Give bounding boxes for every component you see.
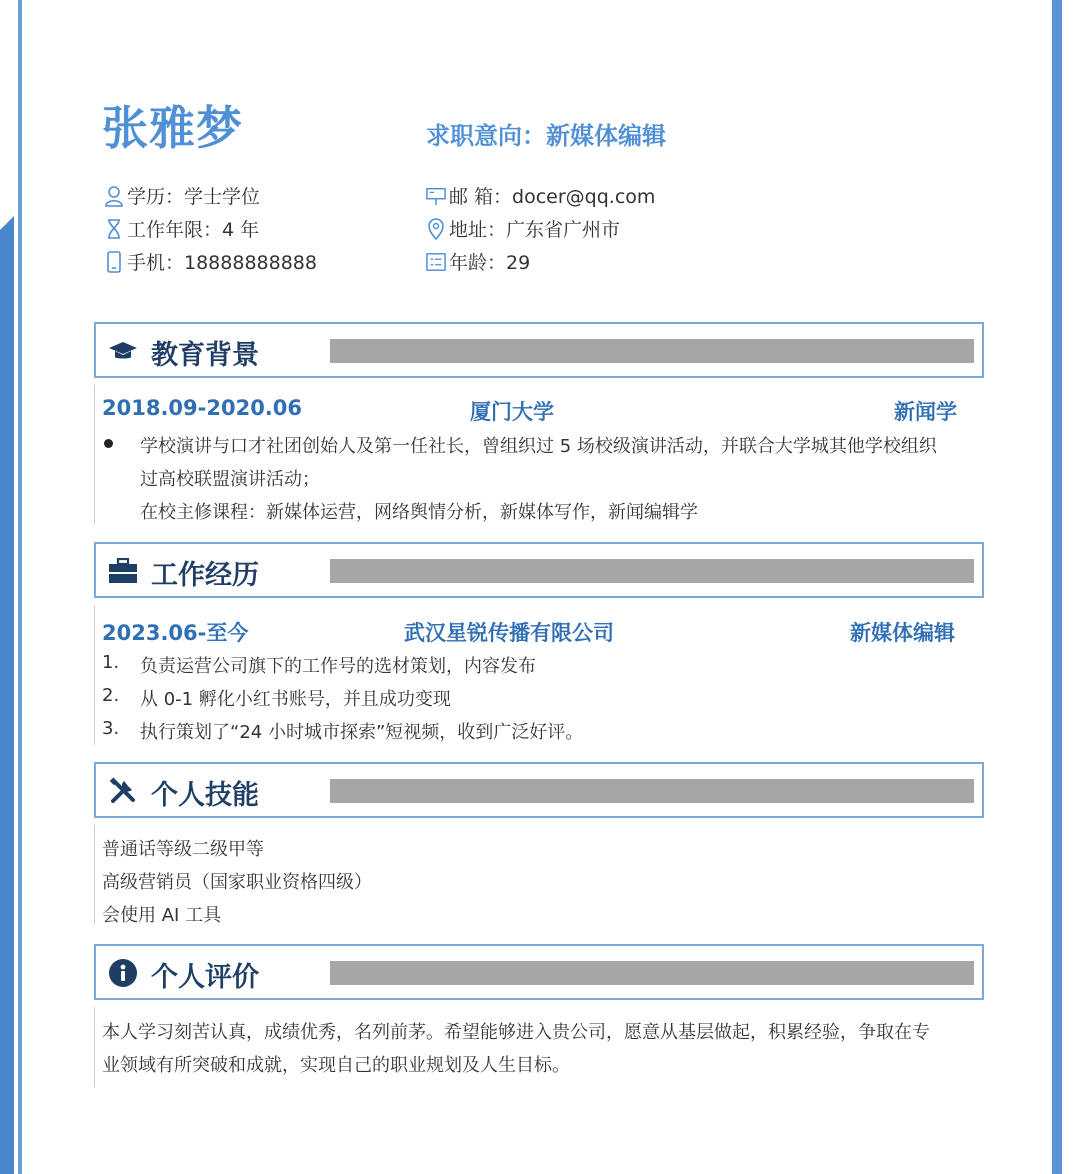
skills-section-header xyxy=(94,762,984,818)
info-address xyxy=(426,215,620,242)
skills-header-bar xyxy=(330,779,974,803)
right-frame-border xyxy=(1052,0,1062,1174)
location-pin-icon xyxy=(426,218,446,240)
education-section-header xyxy=(94,322,984,378)
evaluation-line1: 本人学习刻苦认真，成绩优秀，名列前茅。希望能够进入贵公司，愿意从基层做起，积累经验，争取在专 xyxy=(102,1022,930,1043)
work-header-bar xyxy=(330,559,974,583)
phone-icon xyxy=(104,251,124,273)
education-school: 厦门大学 xyxy=(470,400,554,424)
skills-title: 个人技能 xyxy=(151,780,259,811)
education-title: 教育背景 xyxy=(151,340,259,371)
evaluation-title: 个人评价 xyxy=(151,962,259,993)
candidate-name: 张雅梦 xyxy=(102,101,243,155)
work-left-rule xyxy=(94,605,95,745)
evaluation-left-rule xyxy=(94,1007,95,1087)
work-company: 武汉星锐传播有限公司 xyxy=(404,621,614,645)
graduation-cap-icon xyxy=(108,336,138,366)
education-header-bar xyxy=(330,339,974,363)
skills-left-rule xyxy=(94,825,95,925)
education-bullet xyxy=(104,439,113,448)
education-bullet-line1: 学校演讲与口才社团创始人及第一任社长，曾组织过 5 场校级演讲活动，并联合大学城其他学校组织 xyxy=(140,436,937,457)
work-item-number: 3. xyxy=(102,718,120,739)
info-education-text: 学历：学士学位 xyxy=(127,186,261,208)
info-email xyxy=(426,182,655,209)
work-item-number: 2. xyxy=(102,685,120,706)
education-courses: 在校主修课程：新媒体运营，网络舆情分析，新媒体写作，新闻编辑学 xyxy=(140,502,698,523)
info-years xyxy=(104,215,259,242)
left-frame-tab xyxy=(0,230,14,1174)
hourglass-icon xyxy=(104,218,124,240)
evaluation-line2: 业领域有所突破和成就，实现自己的职业规划及人生目标。 xyxy=(102,1055,570,1076)
education-major: 新闻学 xyxy=(894,400,957,424)
info-phone-text: 手机：18888888888 xyxy=(127,252,317,274)
work-period: 2023.06-至今 xyxy=(102,621,249,645)
tools-icon xyxy=(108,776,138,806)
work-title: 工作经历 xyxy=(151,560,259,591)
work-item-text: 从 0-1 孵化小红书账号，并且成功变现 xyxy=(140,689,451,710)
mailbox-icon xyxy=(426,185,446,207)
info-email-text: 邮 箱：docer@qq.com xyxy=(449,186,656,208)
education-bullet-line2: 过高校联盟演讲活动； xyxy=(140,469,320,490)
job-intent: 求职意向：新媒体编辑 xyxy=(426,122,666,150)
info-address-text: 地址：广东省广州市 xyxy=(449,219,621,241)
id-card-icon xyxy=(426,251,446,273)
skill-item: 高级营销员（国家职业资格四级） xyxy=(102,872,372,893)
skill-item: 会使用 AI 工具 xyxy=(102,905,222,926)
info-years-text: 工作年限：4 年 xyxy=(127,219,260,241)
info-age-text: 年龄：29 xyxy=(449,252,531,274)
info-age xyxy=(426,248,530,275)
education-period: 2018.09-2020.06 xyxy=(102,396,303,420)
info-education xyxy=(104,182,260,209)
evaluation-section-header xyxy=(94,944,984,1000)
evaluation-header-bar xyxy=(330,961,974,985)
work-item-text: 负责运营公司旗下的工作号的选材策划，内容发布 xyxy=(140,656,536,677)
info-circle-icon xyxy=(108,958,138,988)
briefcase-icon xyxy=(108,556,138,586)
work-section-header xyxy=(94,542,984,598)
info-phone xyxy=(104,248,317,275)
skill-item: 普通话等级二级甲等 xyxy=(102,839,264,860)
education-left-rule xyxy=(94,385,95,525)
user-icon xyxy=(104,185,124,207)
work-position: 新媒体编辑 xyxy=(850,621,955,645)
work-item-number: 1. xyxy=(102,652,120,673)
work-item-text: 执行策划了“24 小时城市探索”短视频，收到广泛好评。 xyxy=(140,722,584,743)
